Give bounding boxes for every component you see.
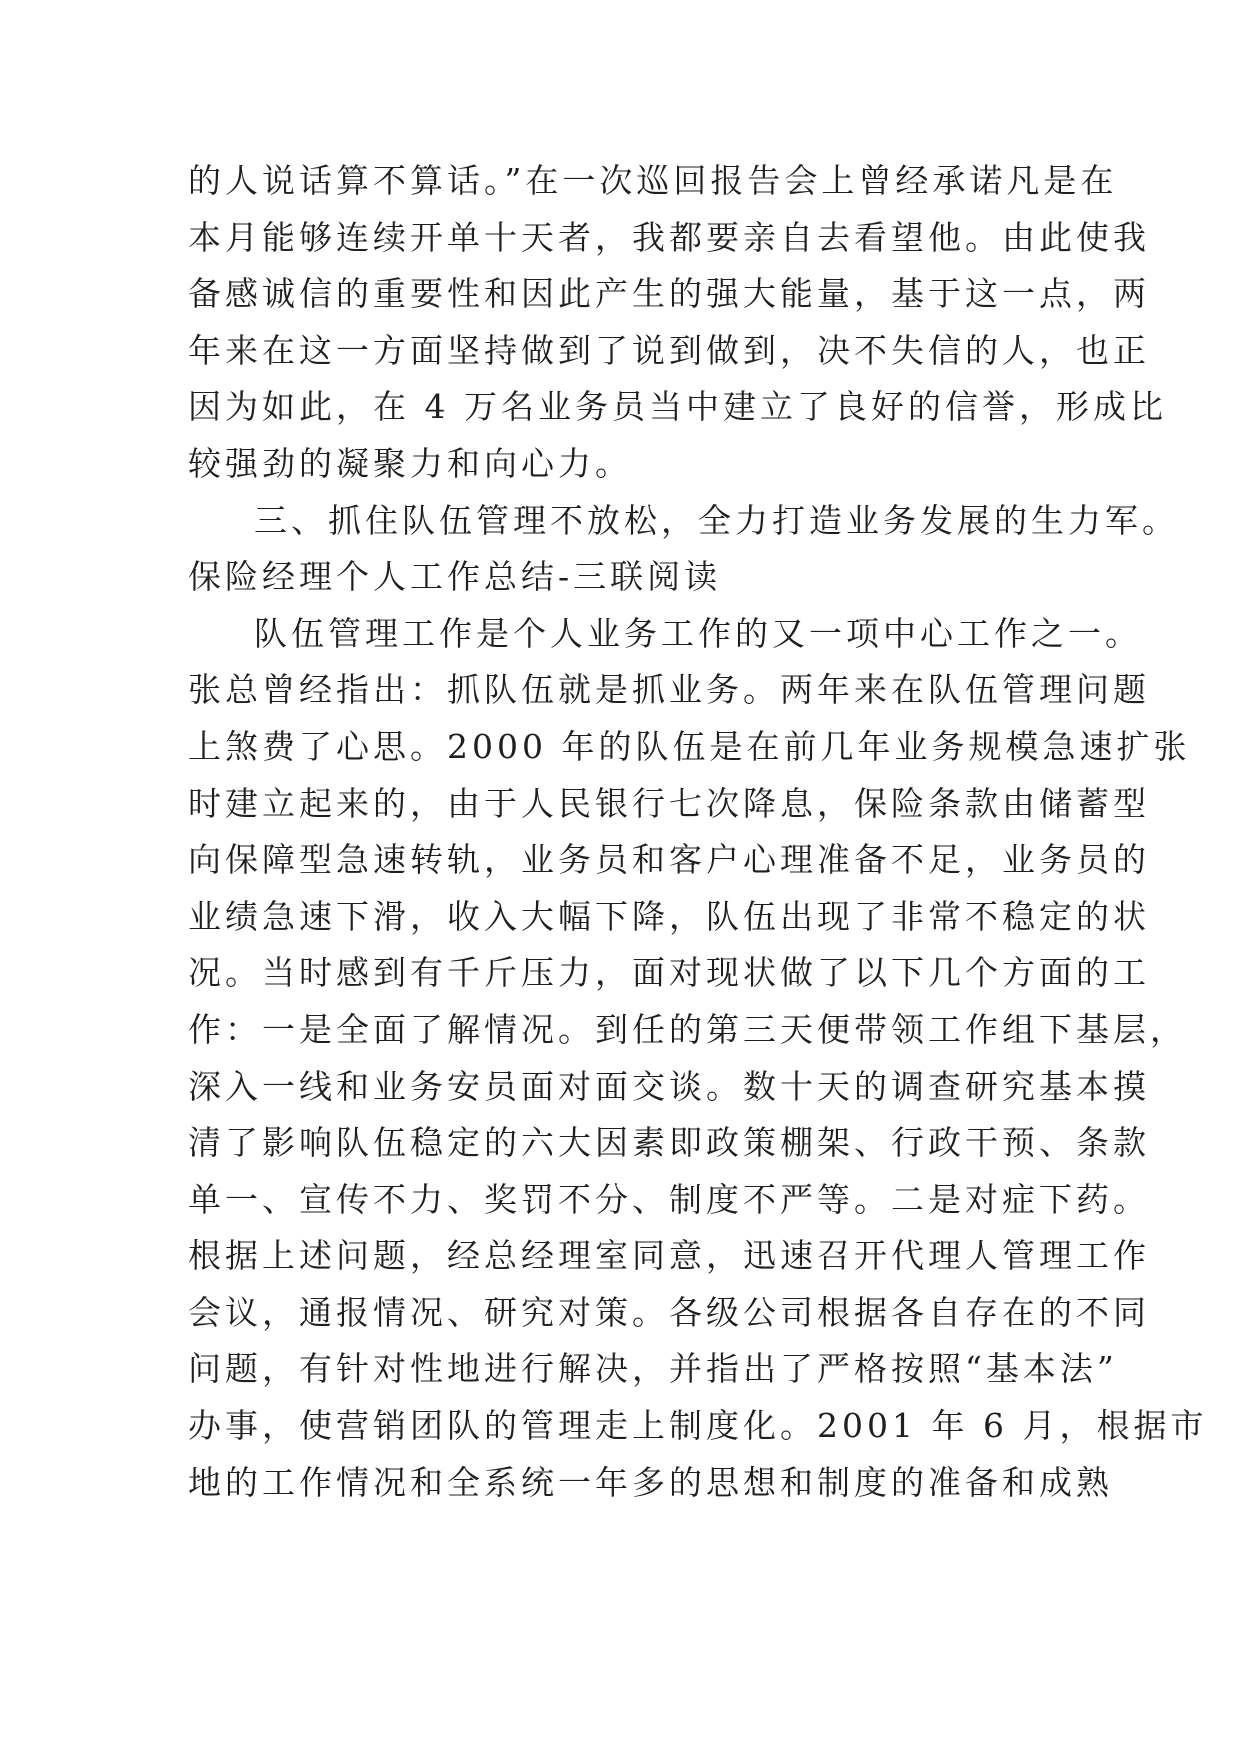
text-line: 根据上述问题，经总经理室同意，迅速召开代理人管理工作 xyxy=(188,1236,1150,1276)
text-line: 业绩急速下滑，收入大幅下降，队伍出现了非常不稳定的状 xyxy=(188,896,1150,936)
text-line: 地的工作情况和全系统一年多的思想和制度的准备和成熟 xyxy=(188,1462,1113,1502)
text-line: 较强劲的凝聚力和向心力。 xyxy=(188,443,632,483)
text-line: 的人说话算不算话。”在一次巡回报告会上曾经承诺凡是在 xyxy=(188,161,1118,200)
text-line: 保险经理个人工作总结-三联阅读 xyxy=(188,557,722,597)
text-line: 清了影响队伍稳定的六大因素即政策棚架、行政干预、条款 xyxy=(188,1123,1150,1163)
text-line: 况。当时感到有千斤压力，面对现状做了以下几个方面的工 xyxy=(188,953,1150,993)
body-text xyxy=(188,153,1208,1511)
text-line: 单一、宣传不力、奖罚不分、制度不严等。二是对症下药。 xyxy=(188,1179,1150,1219)
text-line: 年来在这一方面坚持做到了说到做到，决不失信的人，也正 xyxy=(188,330,1150,370)
text-line: 张总曾经指出：抓队伍就是抓业务。两年来在队伍管理问题 xyxy=(188,670,1150,710)
text-line: 向保障型急速转轨，业务员和客户心理准备不足，业务员的 xyxy=(188,840,1150,880)
text-line: 本月能够连续开单十天者，我都要亲自去看望他。由此使我 xyxy=(188,217,1150,257)
paragraph-start: 队伍管理工作是个人业务工作的又一项中心工作之一。 xyxy=(254,613,1142,653)
section-heading: 三、抓住队伍管理不放松，全力打造业务发展的生力军。 xyxy=(254,500,1179,540)
text-line: 因为如此，在 4 万名业务员当中建立了良好的信誉，形成比 xyxy=(188,387,1167,427)
text-line: 会议，通报情况、研究对策。各级公司根据各自存在的不同 xyxy=(188,1292,1150,1332)
text-line: 办事，使营销团队的管理走上制度化。2001 年 6 月，根据市 xyxy=(188,1406,1208,1446)
text-line: 时建立起来的，由于人民银行七次降息，保险条款由储蓄型 xyxy=(188,783,1150,823)
text-line: 上煞费了心思。2000 年的队伍是在前几年业务规模急速扩张 xyxy=(188,726,1191,766)
text-line: 深入一线和业务安员面对面交谈。数十天的调查研究基本摸 xyxy=(188,1066,1150,1106)
text-line: 作：一是全面了解情况。到任的第三天便带领工作组下基层， xyxy=(188,1009,1187,1049)
text-line: 备感诚信的重要性和因此产生的强大能量，基于这一点，两 xyxy=(188,274,1150,314)
text-line: 问题，有针对性地进行解决，并指出了严格按照“基本法” xyxy=(188,1349,1118,1389)
